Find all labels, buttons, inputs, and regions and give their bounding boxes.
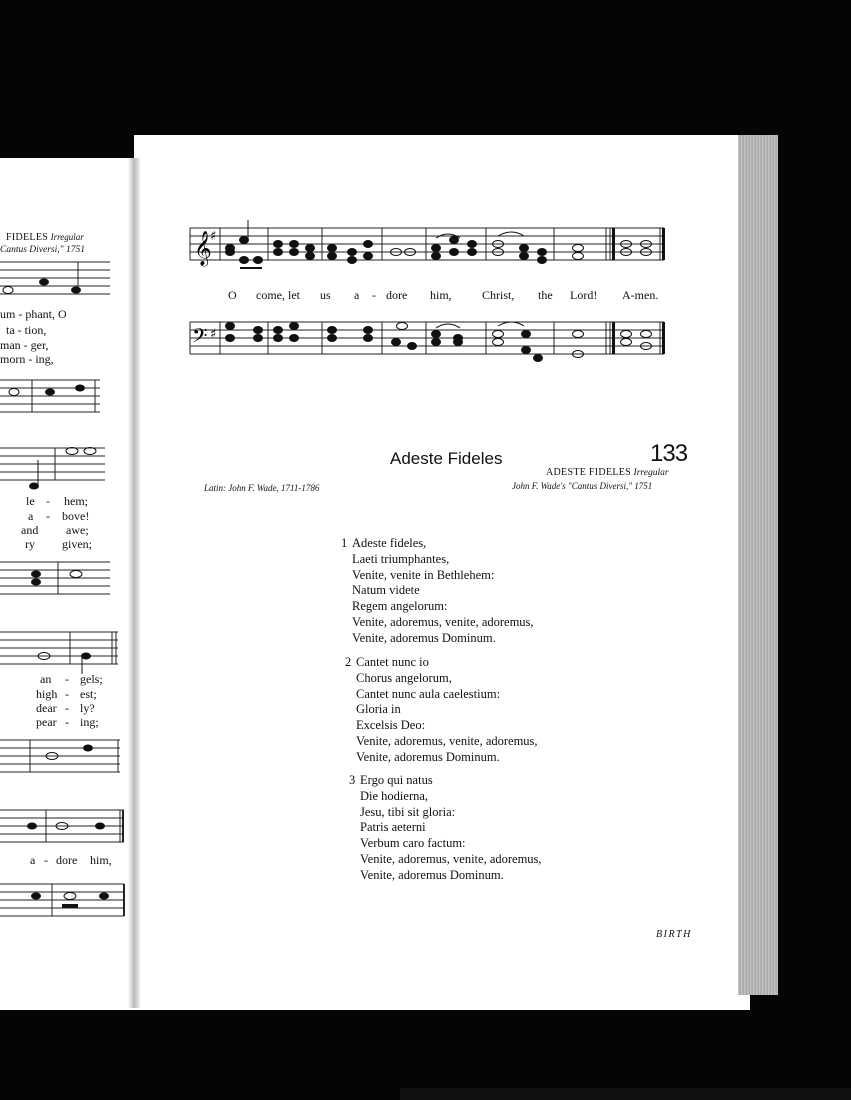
verse-line: Verbum caro factum: [360,836,466,851]
verse-line: Excelsis Deo: [356,718,426,733]
left-lyric-row: bove! [62,509,90,523]
verse-line: Venite, adoremus, venite, adoremus, [352,614,534,629]
left-lyric-word: a [30,853,36,867]
text-credit: Latin: John F. Wade, 1711-1786 [204,483,320,493]
music-lyric: A-men. [622,288,659,302]
left-header-tune: FIDELES Irregular [6,232,84,243]
verse-line: Laeti triumphantes, [352,551,450,566]
left-lyric-row: - [46,494,50,508]
verse-line: Ergo qui natus [360,773,433,787]
verse-line: Venite, adoremus Dominum. [360,867,504,882]
music-lyric: Christ, [482,288,515,302]
left-lyric-row: pear [36,715,57,729]
music-lyric-line [186,288,671,304]
svg-text:𝄞: 𝄞 [194,231,212,266]
left-lyric-line-2: ta - tion, [6,323,47,337]
verse-3 [349,773,542,884]
music-lyric: come, let [256,288,300,302]
verse-line: Patris aeterni [360,820,426,835]
music-lyric: dore [386,288,408,302]
left-lyric-row: an [40,672,52,686]
verse-line: Venite, adoremus Dominum. [356,749,500,764]
verse-2 [345,655,538,766]
page-edges [738,135,778,995]
left-staff-2 [0,378,125,418]
verse-line: Natum videte [352,583,420,598]
right-page-lower [160,985,750,1010]
left-lyric-line-3: man - ger, [0,338,49,352]
music-lyric: the [538,288,553,302]
verse-line: Regem angelorum: [352,599,448,614]
verse-line: Venite, adoremus, venite, adoremus, [360,851,542,866]
left-staff-1 [0,260,125,300]
music-lyric: him, [430,288,452,302]
svg-text:♯: ♯ [210,229,217,244]
verse-line: Jesu, tibi sit gloria: [360,804,456,819]
left-header-source: Cantus Diversi," 1751 [0,245,86,255]
left-lyric-row: - [65,672,69,686]
left-lyric-row: le [26,494,35,508]
left-lyric-row: gels; [80,672,103,686]
left-staff-3 [0,446,125,496]
verse-number: 1 [341,536,348,550]
verse-1 [341,536,534,647]
hymn-number: 133 [650,440,688,467]
left-lyric-row: est; [80,687,97,701]
verse-line: Cantet nunc aula caelestium: [356,686,501,701]
left-lyric-row: given; [62,537,92,551]
left-lyric-row: awe; [66,523,89,537]
left-staff-8 [0,882,130,927]
left-lyric-line-4: morn - ing, [0,352,54,366]
svg-text:♯: ♯ [210,327,217,342]
music-lyric: O [228,288,237,302]
verse-number: 3 [349,773,356,787]
left-lyric-word: dore [56,853,78,867]
left-lyric-word: - [44,853,48,867]
tune-credit-name: ADESTE FIDELES Irregular [546,467,669,478]
left-lyric-row: ing; [80,715,99,729]
page-footer: BIRTH [656,929,692,940]
left-lyric-word: him, [90,853,112,867]
left-lyric-row: ly? [80,701,95,715]
music-lyric: - [372,288,376,302]
left-staff-6 [0,738,125,778]
verse-line: Venite, venite in Bethlehem: [352,567,495,582]
left-lyric-row: - [65,715,69,729]
bottom-black-band [0,1010,851,1100]
verse-line: Gloria in [356,702,401,717]
tune-credit-source: John F. Wade's "Cantus Diversi," 1751 [512,481,653,491]
book-gutter [128,158,140,1008]
left-lyric-row: and [21,523,39,537]
left-lyric-row: dear [36,701,57,715]
verse-line: Chorus angelorum, [356,670,452,685]
svg-text:𝄢: 𝄢 [192,324,208,352]
verse-number: 2 [345,655,352,669]
treble-staff [186,218,671,278]
left-lyric-row: ry [25,537,35,551]
left-lyric-line-1: um - phant, O [0,307,67,321]
left-lyric-row: - [65,687,69,701]
left-staff-7 [0,808,130,848]
music-lyric: Lord! [570,288,598,302]
bottom-shadow [400,1088,851,1100]
music-lyric: us [320,288,331,302]
left-lyric-row: hem; [64,494,88,508]
bass-staff [186,312,671,372]
hymn-title: Adeste Fideles [390,449,503,468]
verse-line: Die hodierna, [360,788,429,803]
verse-line: Cantet nunc io [356,655,429,669]
left-lyric-row: - [65,701,69,715]
left-staff-5 [0,630,125,675]
left-lyric-row: high [36,687,58,701]
verse-line: Venite, adoremus, venite, adoremus, [356,733,538,748]
left-lyric-row: a [28,509,34,523]
music-lyric: a [354,288,360,302]
verse-line: Venite, adoremus Dominum. [352,630,496,645]
verse-line: Adeste fideles, [352,536,427,550]
left-staff-4 [0,560,125,600]
left-lyric-row: - [46,509,50,523]
